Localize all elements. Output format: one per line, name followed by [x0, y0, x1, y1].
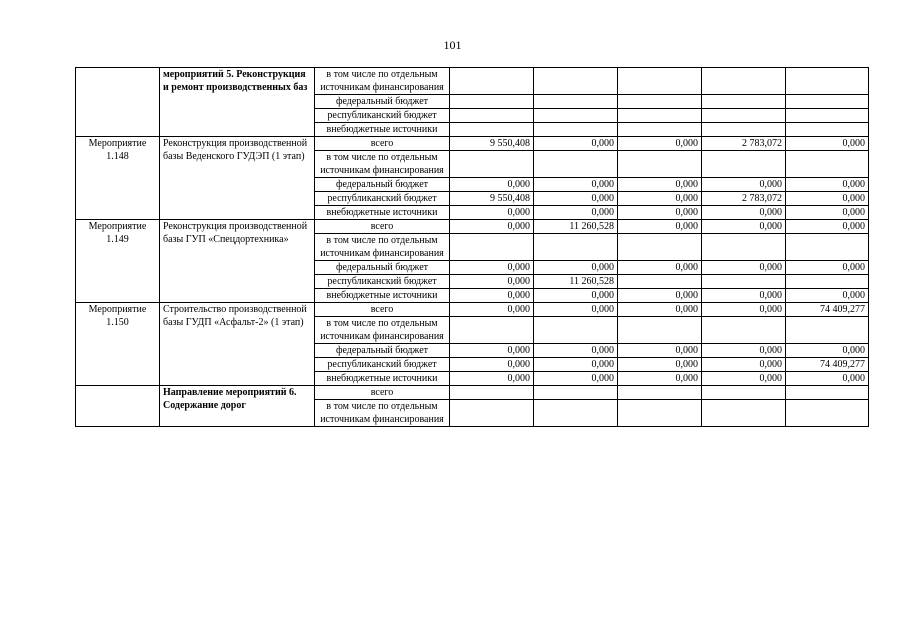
amount-cell: 0,000: [534, 358, 618, 372]
amount-cell: 0,000: [534, 372, 618, 386]
amount-cell: [702, 123, 786, 137]
amount-cell: 9 550,408: [450, 192, 534, 206]
amount-cell: [618, 68, 702, 95]
amount-cell: 0,000: [450, 289, 534, 303]
amount-cell: [702, 109, 786, 123]
amount-cell: 0,000: [702, 303, 786, 317]
amount-cell: 0,000: [534, 303, 618, 317]
amount-cell: [618, 123, 702, 137]
funding-source-cell: внебюджетные источники: [315, 123, 450, 137]
measure-id-cell: Мероприятие 1.150: [76, 303, 160, 386]
funding-source-cell: федеральный бюджет: [315, 344, 450, 358]
amount-cell: [786, 109, 869, 123]
amount-cell: [702, 68, 786, 95]
amount-cell: 0,000: [702, 289, 786, 303]
amount-cell: 0,000: [702, 206, 786, 220]
table-row: [76, 137, 869, 151]
amount-cell: [534, 95, 618, 109]
amount-cell: 0,000: [618, 206, 702, 220]
amount-cell: [702, 400, 786, 427]
measure-name-cell: Строительство производственной базы ГУДП «Асфальт-2» (1 этап): [160, 303, 315, 386]
amount-cell: [618, 317, 702, 344]
table-row: [76, 68, 869, 95]
amount-cell: 0,000: [450, 178, 534, 192]
amount-cell: 0,000: [786, 261, 869, 275]
amount-cell: 74 409,277: [786, 303, 869, 317]
amount-cell: 0,000: [450, 261, 534, 275]
funding-source-cell: в том числе по отдельным источникам финансирования: [315, 400, 450, 427]
amount-cell: 0,000: [534, 344, 618, 358]
table-row: [76, 220, 869, 234]
amount-cell: 0,000: [702, 261, 786, 275]
amount-cell: 0,000: [618, 344, 702, 358]
amount-cell: 0,000: [534, 289, 618, 303]
amount-cell: [786, 386, 869, 400]
table-row: [76, 303, 869, 317]
amount-cell: 0,000: [702, 358, 786, 372]
amount-cell: [702, 95, 786, 109]
amount-cell: 2 783,072: [702, 137, 786, 151]
amount-cell: 0,000: [618, 372, 702, 386]
amount-cell: 0,000: [786, 372, 869, 386]
funding-source-cell: всего: [315, 137, 450, 151]
amount-cell: [534, 317, 618, 344]
amount-cell: [618, 275, 702, 289]
amount-cell: [618, 400, 702, 427]
funding-source-cell: республиканский бюджет: [315, 192, 450, 206]
amount-cell: 0,000: [618, 358, 702, 372]
funding-source-cell: всего: [315, 303, 450, 317]
amount-cell: [786, 123, 869, 137]
amount-cell: 0,000: [534, 137, 618, 151]
amount-cell: 0,000: [618, 261, 702, 275]
amount-cell: 0,000: [450, 372, 534, 386]
amount-cell: [534, 400, 618, 427]
funding-source-cell: внебюджетные источники: [315, 206, 450, 220]
amount-cell: 0,000: [618, 137, 702, 151]
amount-cell: 0,000: [450, 220, 534, 234]
amount-cell: [702, 151, 786, 178]
amount-cell: 11 260,528: [534, 275, 618, 289]
amount-cell: [450, 317, 534, 344]
measure-name-cell: Реконструкция производственной базы ГУП «Спецдортехника»: [160, 220, 315, 303]
amount-cell: [450, 123, 534, 137]
funding-source-cell: федеральный бюджет: [315, 95, 450, 109]
funding-source-cell: республиканский бюджет: [315, 109, 450, 123]
amount-cell: [786, 95, 869, 109]
amount-cell: 0,000: [786, 206, 869, 220]
funding-source-cell: внебюджетные источники: [315, 289, 450, 303]
budget-table: [75, 67, 869, 427]
amount-cell: 0,000: [702, 372, 786, 386]
amount-cell: [618, 386, 702, 400]
amount-cell: [534, 151, 618, 178]
amount-cell: 0,000: [534, 192, 618, 206]
amount-cell: [702, 317, 786, 344]
amount-cell: 0,000: [450, 358, 534, 372]
amount-cell: [786, 151, 869, 178]
measure-name-cell: Реконструкция производственной базы Веденского ГУДЭП (1 этап): [160, 137, 315, 220]
funding-source-cell: в том числе по отдельным источникам финансирования: [315, 68, 450, 95]
table-row: [76, 386, 869, 400]
funding-source-cell: всего: [315, 386, 450, 400]
amount-cell: [534, 109, 618, 123]
amount-cell: 0,000: [702, 178, 786, 192]
measure-id-cell: [76, 386, 160, 427]
amount-cell: [450, 68, 534, 95]
amount-cell: [450, 400, 534, 427]
amount-cell: [786, 68, 869, 95]
amount-cell: 0,000: [618, 178, 702, 192]
amount-cell: [786, 400, 869, 427]
amount-cell: [786, 275, 869, 289]
amount-cell: 0,000: [786, 192, 869, 206]
amount-cell: [450, 109, 534, 123]
amount-cell: 9 550,408: [450, 137, 534, 151]
funding-source-cell: внебюджетные источники: [315, 372, 450, 386]
amount-cell: 0,000: [534, 178, 618, 192]
amount-cell: [618, 109, 702, 123]
amount-cell: [702, 275, 786, 289]
amount-cell: 0,000: [618, 303, 702, 317]
amount-cell: 0,000: [786, 344, 869, 358]
funding-source-cell: республиканский бюджет: [315, 275, 450, 289]
amount-cell: [618, 234, 702, 261]
amount-cell: [702, 386, 786, 400]
amount-cell: 0,000: [450, 303, 534, 317]
amount-cell: 0,000: [786, 137, 869, 151]
amount-cell: 2 783,072: [702, 192, 786, 206]
amount-cell: [450, 386, 534, 400]
amount-cell: [534, 123, 618, 137]
amount-cell: [618, 151, 702, 178]
funding-source-cell: федеральный бюджет: [315, 261, 450, 275]
amount-cell: 0,000: [450, 344, 534, 358]
amount-cell: [702, 234, 786, 261]
amount-cell: 0,000: [618, 192, 702, 206]
amount-cell: 0,000: [618, 220, 702, 234]
amount-cell: 0,000: [786, 220, 869, 234]
amount-cell: 74 409,277: [786, 358, 869, 372]
amount-cell: [450, 151, 534, 178]
funding-source-cell: в том числе по отдельным источникам финансирования: [315, 234, 450, 261]
amount-cell: 0,000: [786, 178, 869, 192]
funding-source-cell: всего: [315, 220, 450, 234]
amount-cell: [450, 95, 534, 109]
amount-cell: 0,000: [534, 261, 618, 275]
page-number: 101: [443, 38, 462, 52]
measure-id-cell: Мероприятие 1.149: [76, 220, 160, 303]
amount-cell: [786, 234, 869, 261]
funding-source-cell: федеральный бюджет: [315, 178, 450, 192]
amount-cell: [450, 234, 534, 261]
measure-id-cell: [76, 68, 160, 137]
measure-name-cell: Направление мероприятий 6. Содержание дорог: [160, 386, 315, 427]
amount-cell: 0,000: [702, 344, 786, 358]
funding-source-cell: республиканский бюджет: [315, 358, 450, 372]
amount-cell: [534, 234, 618, 261]
amount-cell: [618, 95, 702, 109]
amount-cell: 11 260,528: [534, 220, 618, 234]
amount-cell: [534, 68, 618, 95]
amount-cell: 0,000: [534, 206, 618, 220]
amount-cell: 0,000: [450, 275, 534, 289]
measure-name-cell: мероприятий 5. Реконструкция и ремонт производственных баз: [160, 68, 315, 137]
amount-cell: 0,000: [618, 289, 702, 303]
amount-cell: 0,000: [450, 206, 534, 220]
funding-source-cell: в том числе по отдельным источникам финансирования: [315, 151, 450, 178]
amount-cell: 0,000: [786, 289, 869, 303]
amount-cell: 0,000: [702, 220, 786, 234]
funding-source-cell: в том числе по отдельным источникам финансирования: [315, 317, 450, 344]
amount-cell: [786, 317, 869, 344]
amount-cell: [534, 386, 618, 400]
measure-id-cell: Мероприятие 1.148: [76, 137, 160, 220]
